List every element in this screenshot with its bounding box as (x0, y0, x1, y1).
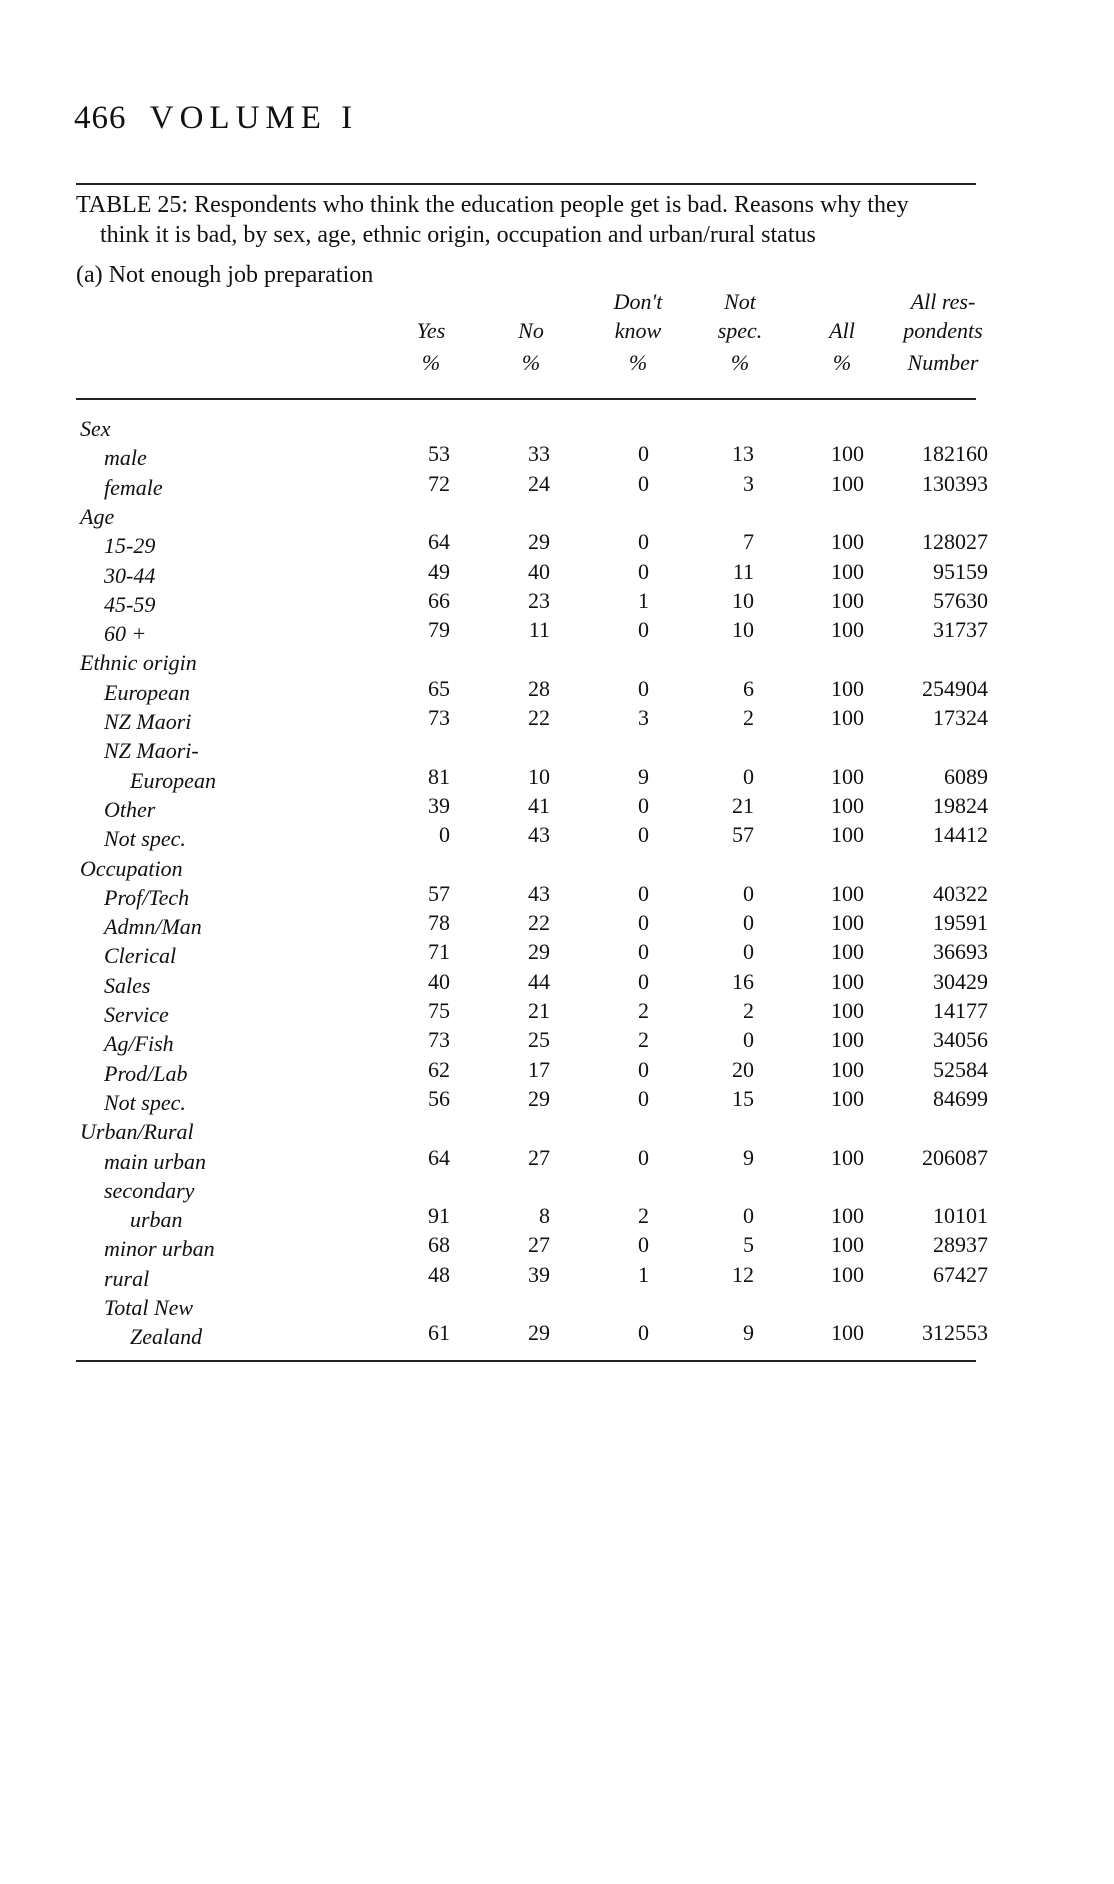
table-cell: 73 (428, 705, 450, 730)
page-number: 466 (74, 100, 127, 136)
table-cell: 312553 (922, 1320, 988, 1346)
table-cell: 8 (539, 1203, 550, 1229)
table-cell: 3 (743, 470, 754, 496)
row-label: male (104, 445, 147, 471)
table-cell: 100 (831, 705, 864, 730)
table-cell: 0 (743, 910, 754, 936)
table-cell: 40322 (933, 880, 988, 906)
table-cell: 0 (638, 470, 649, 496)
table-cell: 40 (528, 558, 550, 584)
table-cell: 9 (743, 1144, 754, 1170)
table-cell: 1 (638, 587, 649, 613)
table-subtitle: (a) Not enough job preparation (76, 262, 374, 288)
table-cell: 0 (638, 1056, 649, 1082)
table-cell: 71 (428, 939, 450, 965)
row-label: 15-29 (104, 533, 156, 559)
table-cell: 100 (831, 1056, 864, 1082)
row-label: Prof/Tech (104, 884, 190, 910)
table-cell: 2 (638, 998, 649, 1023)
table-cell: 72 (428, 470, 450, 496)
table-cell: 41 (528, 792, 550, 818)
table-cell: 81 (428, 763, 450, 789)
table-cell: 130393 (922, 470, 988, 496)
table-cell: 17 (528, 1056, 550, 1082)
running-head: VOLUME I (149, 100, 359, 136)
table-cell: 10 (732, 617, 754, 643)
column-header: Yes (416, 318, 446, 343)
table-cell: 19591 (933, 910, 988, 936)
table-cell: 22 (528, 910, 550, 936)
row-label: NZ Maori (104, 709, 192, 734)
table-cell: 0 (743, 1203, 754, 1229)
header-rule (76, 398, 976, 400)
table-cell: 0 (743, 880, 754, 906)
table-cell: 6089 (944, 763, 988, 789)
table-cell: 10101 (933, 1203, 988, 1229)
group-label: Urban/Rural (80, 1119, 194, 1145)
column-header: spec. (717, 318, 763, 343)
table-cell: 10 (732, 587, 754, 613)
table-cell: 24 (528, 470, 550, 496)
table-cell: 29 (528, 939, 550, 965)
table-cell: 56 (428, 1085, 450, 1111)
table-cell: 66 (428, 587, 450, 613)
table-cell: 2 (743, 705, 754, 730)
table-cell: 0 (638, 675, 649, 701)
table-cell: 0 (638, 617, 649, 643)
group-label: Age (80, 503, 115, 529)
row-label: 30-44 (104, 562, 156, 588)
table-cell: 100 (831, 968, 864, 994)
table-cell: 30429 (933, 968, 988, 994)
table-cell: 2 (743, 998, 754, 1023)
table-cell: 100 (831, 558, 864, 584)
table-title-line1: TABLE 25: Respondents who think the education people get is bad. Reasons why they (76, 192, 909, 218)
table-cell: 100 (831, 910, 864, 936)
table-cell: 34056 (933, 1027, 988, 1053)
table-cell: 57630 (933, 587, 988, 613)
table-cell: 100 (831, 822, 864, 848)
table-cell: 100 (831, 1203, 864, 1229)
table-cell: 12 (732, 1261, 754, 1287)
table-cell: 64 (428, 529, 450, 555)
column-header: know (614, 318, 662, 343)
table-cell: 0 (638, 968, 649, 994)
table-cell: 128027 (922, 529, 988, 555)
table-cell: 57 (732, 822, 754, 848)
table-cell: 182160 (922, 441, 988, 467)
column-header-top: Don't (613, 289, 663, 314)
table-cell: 0 (638, 1320, 649, 1346)
table-cell: 100 (831, 1232, 864, 1258)
table-cell: 48 (428, 1261, 450, 1287)
table-cell: 3 (638, 705, 649, 730)
table-cell: 7 (743, 529, 754, 555)
column-header: pondents (903, 318, 983, 343)
table-cell: 40 (428, 968, 450, 994)
table-cell: 100 (831, 587, 864, 613)
bottom-rule (76, 1360, 976, 1362)
column-unit: % (521, 350, 541, 375)
table-cell: 100 (831, 1085, 864, 1111)
group-label: Occupation (80, 855, 183, 881)
table-cell: 5 (743, 1232, 754, 1258)
table-cell: 29 (528, 1085, 550, 1111)
table-cell: 78 (428, 910, 450, 936)
table-cell: 100 (831, 1320, 864, 1346)
row-label: main urban (104, 1148, 207, 1174)
table-cell: 44 (528, 968, 550, 994)
column-unit: Number (907, 350, 979, 375)
table-cell: 33 (528, 441, 550, 467)
table-cell: 14177 (933, 998, 988, 1023)
table-cell: 2 (638, 1203, 649, 1229)
table-cell: 15 (732, 1085, 754, 1111)
row-label: Not spec. (104, 1089, 186, 1115)
row-label: Prod/Lab (104, 1060, 188, 1086)
table-cell: 53 (428, 441, 450, 467)
column-header-top: All res- (910, 289, 976, 314)
table-cell: 100 (831, 998, 864, 1023)
table-cell: 100 (831, 1261, 864, 1287)
table-cell: 0 (638, 558, 649, 584)
table-cell: 29 (528, 1320, 550, 1346)
table-cell: 0 (638, 910, 649, 936)
table-cell: 0 (638, 792, 649, 818)
table-cell: 6 (743, 675, 754, 701)
table-cell: 2 (638, 1027, 649, 1053)
table-cell: 11 (732, 558, 754, 584)
column-unit: % (628, 350, 648, 375)
table-cell: 28 (528, 675, 550, 701)
row-label: Admn/Man (104, 914, 202, 940)
top-rule (76, 183, 976, 185)
column-unit: % (421, 350, 441, 375)
row-label: Zealand (130, 1324, 203, 1350)
table-cell: 68 (428, 1232, 450, 1258)
row-label: Clerical (104, 943, 177, 969)
table-cell: 84699 (933, 1085, 988, 1111)
table-cell: 36693 (933, 939, 988, 965)
row-label: Ag/Fish (104, 1031, 174, 1057)
table-cell: 22 (528, 705, 550, 730)
table-cell: 79 (428, 617, 450, 643)
table-cell: 25 (528, 1027, 550, 1053)
table-cell: 39 (428, 792, 450, 818)
row-label: rural (104, 1265, 150, 1291)
row-label: Other (104, 796, 156, 822)
table-cell: 20 (732, 1056, 754, 1082)
row-label: Not spec. (104, 826, 186, 852)
table-cell: 254904 (922, 675, 988, 701)
table-cell: 31737 (933, 617, 988, 643)
table-cell: 100 (831, 529, 864, 555)
table-cell: 73 (428, 1027, 450, 1053)
row-label: 45-59 (104, 591, 156, 617)
page-header (74, 100, 358, 137)
table-cell: 29 (528, 529, 550, 555)
table-cell: 39 (528, 1261, 550, 1287)
table-cell: 49 (428, 558, 450, 584)
column-unit: % (832, 350, 852, 375)
table-cell: 100 (831, 617, 864, 643)
table-cell: 0 (439, 822, 450, 848)
table-cell: 57 (428, 880, 450, 906)
table-cell: 100 (831, 792, 864, 818)
group-label: Ethnic origin (80, 650, 197, 676)
row-label: European (104, 679, 190, 705)
table-cell: 9 (743, 1320, 754, 1346)
table-cell: 100 (831, 880, 864, 906)
table-cell: 10 (528, 763, 550, 789)
table-cell: 0 (638, 1085, 649, 1111)
table-cell: 19824 (933, 792, 988, 818)
group-label: secondary (104, 1177, 195, 1203)
table-title (76, 190, 986, 250)
table-cell: 13 (732, 441, 754, 467)
table-cell: 9 (638, 763, 649, 789)
table-cell: 206087 (922, 1144, 988, 1170)
table-cell: 95159 (933, 558, 988, 584)
table-cell: 0 (638, 880, 649, 906)
table-cell: 0 (638, 939, 649, 965)
table-cell: 16 (732, 968, 754, 994)
table-cell: 64 (428, 1144, 450, 1170)
table-cell: 100 (831, 939, 864, 965)
table-cell: 75 (428, 998, 450, 1023)
table-cell: 1 (638, 1261, 649, 1287)
table-cell: 11 (528, 617, 550, 643)
table-cell: 0 (638, 1232, 649, 1258)
table-cell: 0 (638, 1144, 649, 1170)
table-cell: 100 (831, 763, 864, 789)
table-cell: 0 (743, 939, 754, 965)
row-label: European (130, 767, 216, 793)
table-cell: 27 (528, 1144, 550, 1170)
table-cell: 28937 (933, 1232, 988, 1258)
table-cell: 17324 (933, 705, 988, 730)
column-header: All (829, 318, 855, 343)
row-label: 60 + (104, 621, 147, 647)
row-label: female (104, 474, 163, 500)
column-header-top: Not (724, 289, 756, 314)
row-label: minor urban (104, 1236, 215, 1262)
table-cell: 100 (831, 441, 864, 467)
table-cell: 67427 (933, 1261, 988, 1287)
table-cell: 0 (638, 441, 649, 467)
table-cell: 0 (743, 763, 754, 789)
table-cell: 52584 (933, 1056, 988, 1082)
table-cell: 0 (638, 822, 649, 848)
table-cell: 100 (831, 1027, 864, 1053)
table-cell: 61 (428, 1320, 450, 1346)
table-cell: 43 (528, 880, 550, 906)
column-unit: % (730, 350, 750, 375)
table-cell: 100 (831, 1144, 864, 1170)
row-label: urban (130, 1207, 183, 1233)
table-cell: 21 (732, 792, 754, 818)
table-title-line2: think it is bad, by sex, age, ethnic origin, occupation and urban/rural status (100, 222, 816, 248)
table-cell: 100 (831, 675, 864, 701)
column-header: No (518, 318, 544, 343)
table-cell: 62 (428, 1056, 450, 1082)
group-label: Sex (80, 416, 111, 441)
group-label: NZ Maori- (104, 738, 199, 764)
table-cell: 0 (638, 529, 649, 555)
table-cell: 100 (831, 470, 864, 496)
table-cell: 23 (528, 587, 550, 613)
table-cell: 27 (528, 1232, 550, 1258)
table-cell: 14412 (933, 822, 988, 848)
row-label: Service (104, 1002, 169, 1027)
group-label: Total New (104, 1295, 194, 1320)
row-label: Sales (104, 972, 151, 998)
table-cell: 43 (528, 822, 550, 848)
table-cell: 0 (743, 1027, 754, 1053)
table-cell: 21 (528, 998, 550, 1023)
table-cell: 65 (428, 675, 450, 701)
table-cell: 91 (428, 1203, 450, 1229)
